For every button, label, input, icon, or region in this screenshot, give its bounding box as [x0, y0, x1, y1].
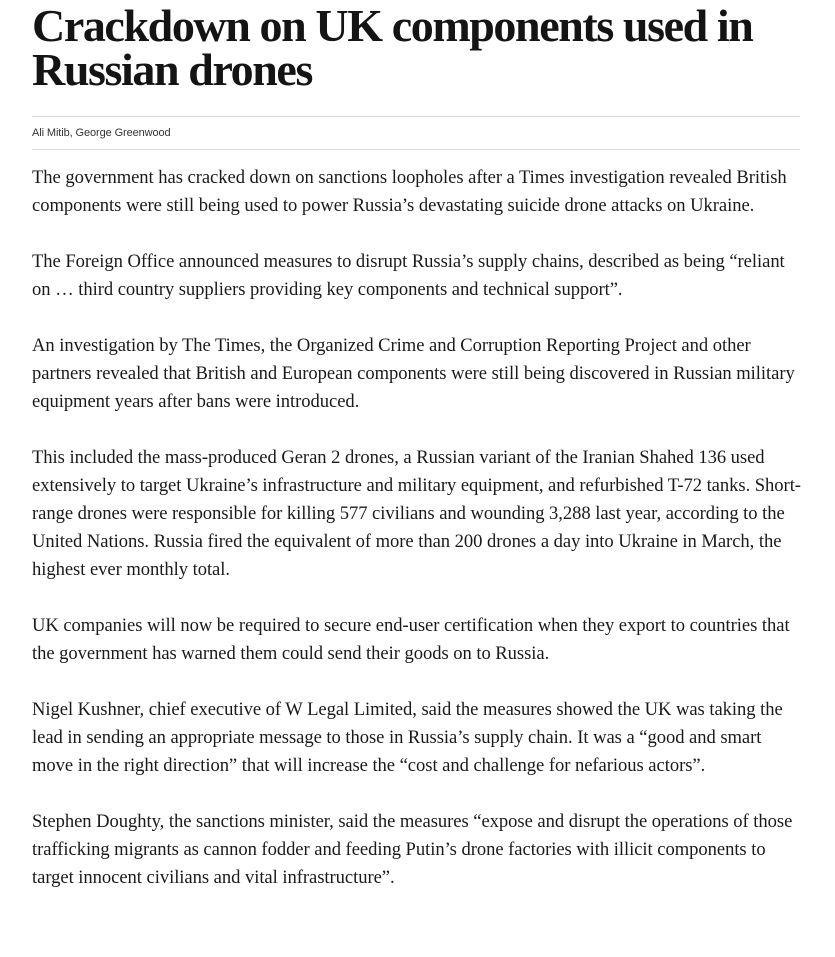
paragraph-2: The Foreign Office announced measures to disrupt Russia’s supply chains, described as being “reliant on … third country suppliers providing key components and technical support”.	[32, 251, 785, 300]
article-body	[32, 164, 807, 920]
paragraph-3: An investigation by The Times, the Organized Crime and Corruption Reporting Project and other partners revealed that British and European components were still being discovered in Russian military equipment years after bans were introduced.	[32, 335, 795, 412]
paragraph-7: Stephen Doughty, the sanctions minister, said the measures “expose and disrupt the operations of those trafficking migrants as cannon fodder and feeding Putin’s drone factories with illicit components to target innocent civilians and vital infrastructure”.	[32, 811, 793, 888]
headline: Crackdown on UK components used in Russian drones	[32, 0, 753, 95]
paragraph-4: This included the mass-produced Geran 2 drones, a Russian variant of the Iranian Shahed 136 used extensively to target Ukraine’s infrastructure and military equipment, and refurbished T-72 tanks. Short-range drones were responsible for killing 577 civilians and wounding 3,288 last year, according to the United Nations. Russia fired the equivalent of more than 200 drones a day into Ukraine in March, the highest ever monthly total.	[32, 447, 801, 580]
article	[32, 0, 801, 888]
paragraph-1: The government has cracked down on sanctions loopholes after a Times investigation revealed British components were still being used to power Russia’s devastating suicide drone attacks on Ukraine.	[32, 167, 787, 216]
paragraph-6: Nigel Kushner, chief executive of W Legal Limited, said the measures showed the UK was taking the lead in sending an appropriate message to those in Russia’s supply chain. It was a “good and smart move in the right direction” that will increase the “cost and challenge for nefarious actors”.	[32, 699, 783, 776]
byline-bar	[32, 116, 800, 150]
byline: Ali Mitib, George Greenwood	[32, 127, 171, 139]
paragraph-5: UK companies will now be required to secure end-user certification when they export to countries that the government has warned them could send their goods on to Russia.	[32, 615, 790, 664]
